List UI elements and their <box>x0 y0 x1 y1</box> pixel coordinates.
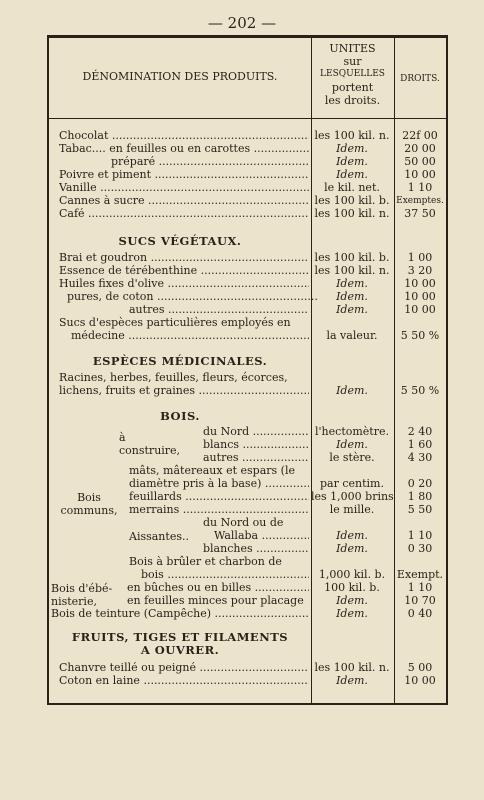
duty-cell: Exempt. <box>396 568 444 581</box>
product-label: Café ..... <box>59 208 309 221</box>
table-row <box>49 530 446 543</box>
unit-cell: 1,000 kil. b. <box>318 568 386 581</box>
duty-cell: 10 00 <box>404 168 436 181</box>
unit-cell: les 100 kil. n. <box>314 207 390 220</box>
duty-cell: 3 20 <box>407 264 433 277</box>
product-label: Vanille ..... <box>59 182 309 195</box>
duty-cell: 1 10 <box>407 181 433 194</box>
product-label: bois ..... <box>141 569 309 582</box>
product-label: diamètre pris à la base) ..... <box>129 478 309 491</box>
product-label: feuillards ..... <box>129 491 309 504</box>
header-products: DÉNOMINATION DES PRODUITS. <box>82 70 278 83</box>
table-row <box>49 543 446 556</box>
duty-cell: 1 10 <box>407 581 433 594</box>
unit-cell: Idem. <box>336 438 368 451</box>
table-row <box>49 478 446 491</box>
header-units-line: portent <box>331 81 374 94</box>
bois-communs-label: Bois communs, <box>60 491 118 517</box>
duty-cell: 22f 00 <box>402 129 438 142</box>
product-label: merrains ..... <box>129 504 309 517</box>
duty-cell: 20 00 <box>404 142 436 155</box>
unit-cell: Idem. <box>336 384 368 397</box>
duty-cell: 50 00 <box>404 155 436 168</box>
product-label: médecine ..... <box>71 330 309 343</box>
duty-cell: 5 50 % <box>400 384 440 397</box>
unit-cell: les 1,000 brins <box>311 490 394 503</box>
unit-cell: les 100 kil. n. <box>314 264 390 277</box>
duty-cell: 37 50 <box>404 207 436 220</box>
unit-cell: Idem. <box>336 529 368 542</box>
product-label: préparé ..... <box>111 156 309 169</box>
product-label: Chocolat ..... <box>59 130 309 143</box>
table-row <box>49 265 446 278</box>
table-row <box>49 569 446 582</box>
unit-cell: le mille. <box>329 503 375 516</box>
product-label: blanches ..... <box>203 543 309 556</box>
duty-cell: 0 30 <box>407 542 433 555</box>
duty-cell: 1 60 <box>407 438 433 451</box>
header-duties: DROITS. <box>400 74 440 84</box>
table-row <box>49 143 446 156</box>
table-row <box>49 439 446 452</box>
product-label: en bûches ou en billes ..... <box>127 582 309 595</box>
unit-cell: les 100 kil. b. <box>314 194 390 207</box>
section-heading: BOIS. <box>160 409 200 423</box>
table-row <box>49 491 446 504</box>
product-label: autres ..... <box>129 304 309 317</box>
product-label: Racines, herbes, feuilles, fleurs, écorces, <box>59 371 288 384</box>
duty-cell: 10 00 <box>404 303 436 316</box>
product-label: du Nord ou de <box>203 516 284 529</box>
product-label: Coton en laine ..... <box>59 675 309 688</box>
product-label: Tabac.... en feuilles ou en carottes ..... <box>59 143 309 156</box>
ebenisterie-label-a: Bois d'ébé- <box>51 582 113 595</box>
table-row <box>49 426 446 439</box>
table-row <box>49 130 446 143</box>
table-row <box>49 252 446 265</box>
unit-cell: Idem. <box>336 542 368 555</box>
unit-cell: Idem. <box>336 168 368 181</box>
product-label: Essence de térébenthine ..... <box>59 265 309 278</box>
unit-cell: 100 kil. b. <box>324 581 380 594</box>
duty-cell: 0 20 <box>407 477 433 490</box>
unit-cell: Idem. <box>336 155 368 168</box>
unit-cell: les 100 kil. n. <box>314 129 390 142</box>
table-row <box>49 330 446 343</box>
unit-cell: Idem. <box>336 607 368 620</box>
product-label: Brai et goudron ..... <box>59 252 309 265</box>
table-row <box>49 182 446 195</box>
unit-cell: Idem. <box>336 594 368 607</box>
duty-cell: Exemptes. <box>396 196 444 206</box>
section-heading: A OUVRER. <box>140 643 220 657</box>
product-label: en feuilles minces pour placage <box>127 595 304 607</box>
product-label: Cannes à sucre ..... <box>59 195 309 208</box>
product-label: Bois à brûler et charbon de <box>129 555 282 568</box>
duty-cell: 5 50 % <box>400 329 440 342</box>
product-label: Sucs d'espèces particulières employés en <box>59 316 291 329</box>
product-label: mâts, mâtereaux et espars (le <box>129 464 295 477</box>
duty-cell: 10 00 <box>404 277 436 290</box>
tariff-table <box>47 35 448 705</box>
section-heading: FRUITS, TIGES ET FILAMENTS <box>71 630 289 644</box>
duty-cell: 10 00 <box>404 674 436 687</box>
unit-cell: Idem. <box>336 290 368 303</box>
unit-cell: Idem. <box>336 142 368 155</box>
duty-cell: 10 00 <box>404 290 436 303</box>
unit-cell: les 100 kil. n. <box>314 661 390 674</box>
product-label: pures, de coton ..... <box>67 291 317 304</box>
duty-cell: 5 00 <box>407 661 433 674</box>
product-label: autres ..... <box>203 452 309 465</box>
table-row <box>49 195 446 208</box>
bois-construire-label: à construire, <box>119 431 181 457</box>
table-row <box>49 385 446 398</box>
duty-cell: 1 00 <box>407 251 433 264</box>
table-row <box>49 304 446 317</box>
duty-cell: 10 70 <box>404 594 436 607</box>
header-units-line: sur <box>343 55 362 68</box>
table-row <box>49 595 446 608</box>
unit-cell: Idem. <box>336 277 368 290</box>
product-label: Wallaba ..... <box>214 530 309 543</box>
product-label: Bois de teinture (Campêche) ..... <box>51 608 309 621</box>
table-row <box>49 504 446 517</box>
table-row <box>49 169 446 182</box>
page-number: — 202 — <box>207 14 277 32</box>
table-row <box>49 582 446 595</box>
header-units-line: LESQUELLES <box>320 69 385 79</box>
product-label: blancs ..... <box>203 439 309 452</box>
unit-cell: le kil. net. <box>324 181 380 194</box>
header-units-line: les droits. <box>324 94 381 107</box>
product-label: lichens, fruits et graines ..... <box>59 385 309 398</box>
header-units <box>311 42 394 107</box>
unit-cell: le stère. <box>329 451 375 464</box>
unit-cell: l'hectomètre. <box>315 425 389 438</box>
table-row <box>49 675 446 688</box>
table-row <box>49 608 446 621</box>
table-row <box>49 452 446 465</box>
product-label: Huiles fixes d'olive ..... <box>59 278 309 291</box>
header-divider <box>49 118 446 119</box>
ebenisterie-label-b: nisterie, <box>51 595 97 608</box>
product-label: Chanvre teillé ou peigné ..... <box>59 662 309 675</box>
duty-cell: 0 40 <box>407 607 433 620</box>
unit-cell: les 100 kil. b. <box>314 251 390 264</box>
unit-cell: par centim. <box>320 477 384 490</box>
aissantes-label: Aissantes.. <box>129 530 189 543</box>
table-row <box>49 291 446 304</box>
product-label: du Nord ..... <box>203 426 309 439</box>
unit-cell: Idem. <box>336 674 368 687</box>
product-label: Poivre et piment ..... <box>59 169 309 182</box>
duty-cell: 5 50 <box>407 503 433 516</box>
unit-cell: la valeur. <box>326 329 378 342</box>
table-row <box>49 278 446 291</box>
unit-cell: Idem. <box>336 303 368 316</box>
duty-cell: 2 40 <box>407 425 433 438</box>
section-heading: ESPÈCES MÉDICINALES. <box>92 354 268 368</box>
header-units-line: UNITES <box>329 42 376 55</box>
table-row <box>49 208 446 221</box>
duty-cell: 1 80 <box>407 490 433 503</box>
duty-cell: 4 30 <box>407 451 433 464</box>
table-row <box>49 662 446 675</box>
duty-cell: 1 10 <box>407 529 433 542</box>
table-row <box>49 156 446 169</box>
section-heading: SUCS VÉGÉTAUX. <box>118 234 242 248</box>
